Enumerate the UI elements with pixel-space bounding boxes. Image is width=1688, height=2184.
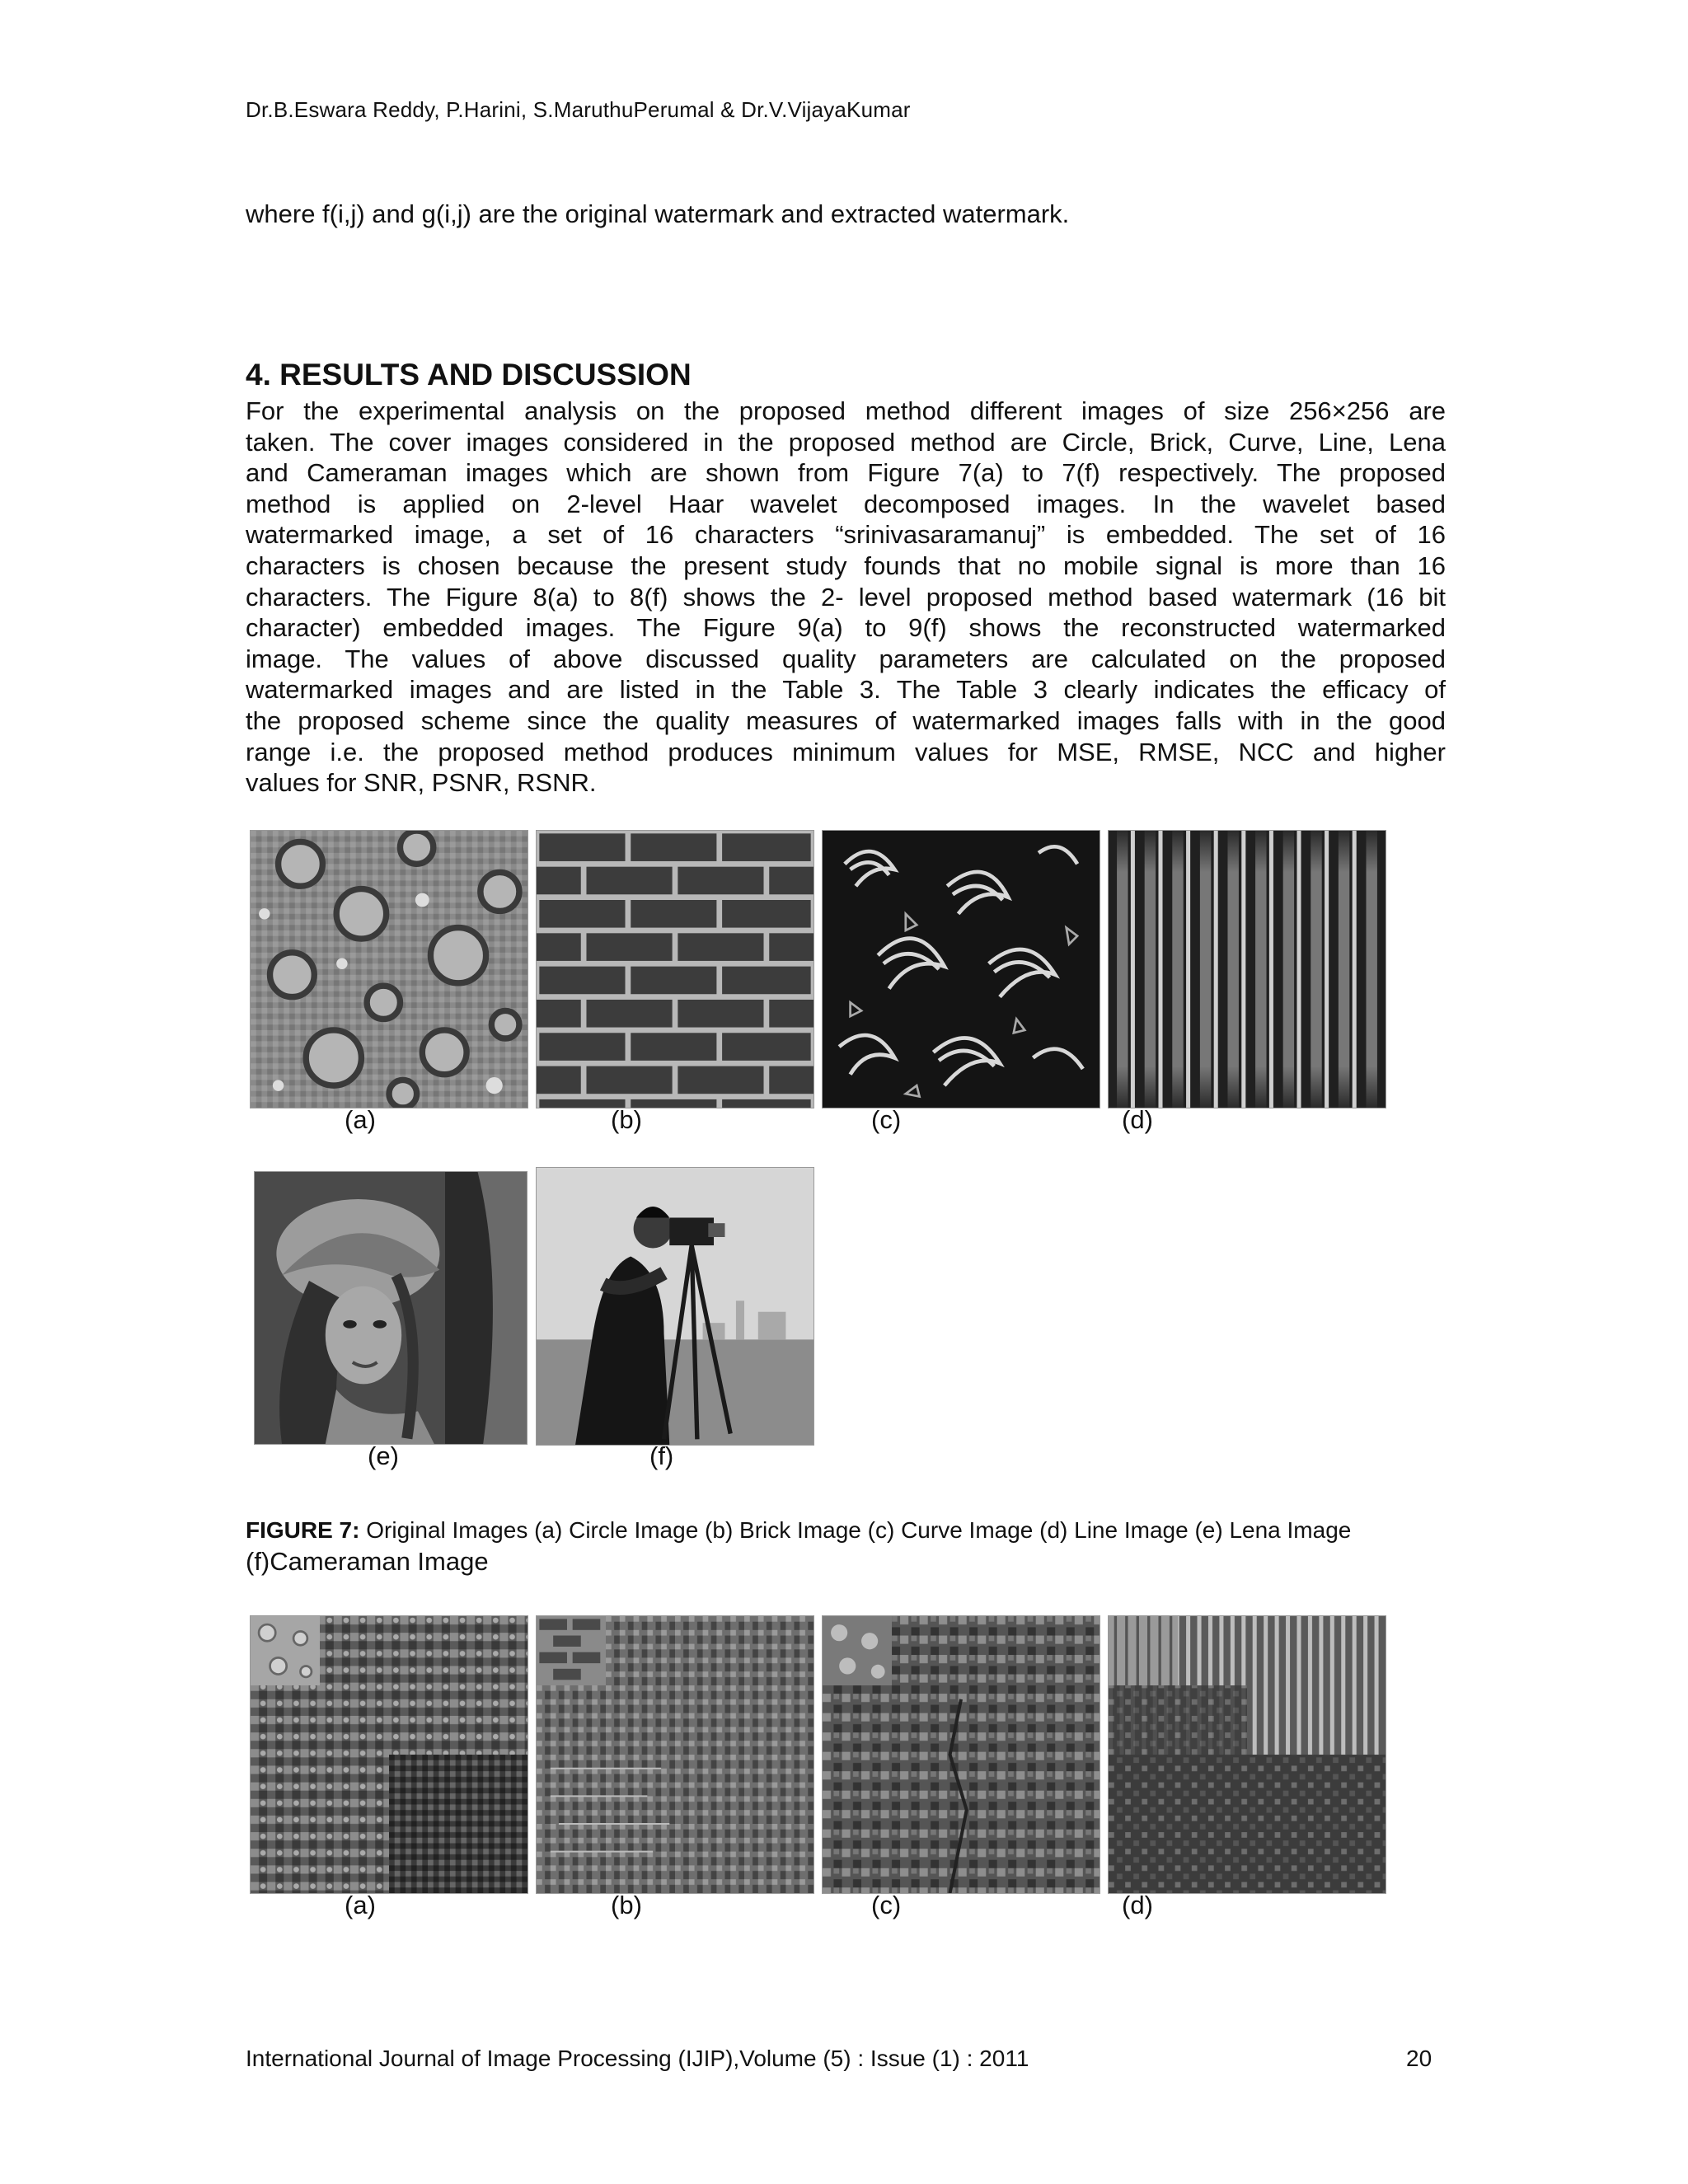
fig8-label-a: (a) [345,1891,376,1919]
caption-text: Original Images (a) Circle Image (b) Brick Image (c) Curve Image (d) Line Image (e) Lena Image [359,1517,1352,1543]
watermarked-curve-image [822,1615,1100,1894]
caption-text-line2: (f)Cameraman Image [246,1547,489,1576]
body-line: and Cameraman images which are shown from Figure 7(a) to 7(f) respectively. The proposed [246,458,1446,488]
body-line: the proposed scheme since the quality measures of watermarked images falls with in the good [246,705,1446,735]
watermarked-brick-image [536,1615,814,1894]
figure7-caption [246,1515,1446,1578]
body-line: characters. The Figure 8(a) to 8(f) shows the 2- level proposed method based watermark (16 bit [246,582,1446,612]
journal-footer: International Journal of Image Processing (IJIP),Volume (5) : Issue (1) : 2011 [246,2046,1029,2071]
fig7-label-e: (e) [368,1441,399,1470]
body-line: characters is chosen because the present study founds that no mobile signal is more than 16 [246,551,1446,580]
caption-label: FIGURE 7: [246,1517,360,1543]
body-line: For the experimental analysis on the proposed method different images of size 256×256 are [246,396,1446,425]
page-number: 20 [1406,2046,1432,2071]
lena-image [254,1171,528,1445]
watermarked-circle-image [250,1615,528,1894]
fig7-label-d: (d) [1122,1105,1153,1134]
body-line: watermarked image, a set of 16 characters “srinivasaramanuj” is embedded. The set of 16 [246,520,1446,550]
fig8-label-d: (d) [1122,1891,1153,1919]
fig7-label-f: (f) [649,1441,674,1470]
body-line: taken. The cover images considered in the proposed method are Circle, Brick, Curve, Line, Lena [246,427,1446,457]
body-line: values for SNR, PSNR, RSNR. [246,768,597,798]
brick-image [536,830,814,1108]
watermarked-line-image [1108,1615,1386,1894]
fig8-label-c: (c) [871,1891,902,1919]
fig7-label-a: (a) [345,1105,376,1134]
body-line: image. The values of above discussed quality parameters are calculated on the proposed [246,644,1446,673]
fig8-label-b: (b) [611,1891,642,1919]
curve-image [822,830,1100,1108]
section-title: 4. RESULTS AND DISCUSSION [246,358,692,391]
fig7-label-c: (c) [871,1105,902,1134]
body-line: method is applied on 2-level Haar wavelet decomposed images. In the wavelet based [246,489,1446,518]
line-image [1108,830,1386,1108]
fig7-label-b: (b) [611,1105,642,1134]
circle-image [250,830,528,1108]
intro-sentence: where f(i,j) and g(i,j) are the original watermark and extracted watermark. [246,199,1070,228]
section-body [246,396,1446,799]
body-line: watermarked images and are listed in the Table 3. The Table 3 clearly indicates the efficacy of [246,675,1446,705]
running-header: Dr.B.Eswara Reddy, P.Harini, S.MaruthuPerumal & Dr.V.VijayaKumar [246,97,911,122]
body-line: range i.e. the proposed method produces minimum values for MSE, RMSE, NCC and higher [246,737,1446,766]
cameraman-image [536,1167,814,1446]
body-line: character) embedded images. The Figure 9(a) to 9(f) shows the reconstructed watermarked [246,613,1446,643]
